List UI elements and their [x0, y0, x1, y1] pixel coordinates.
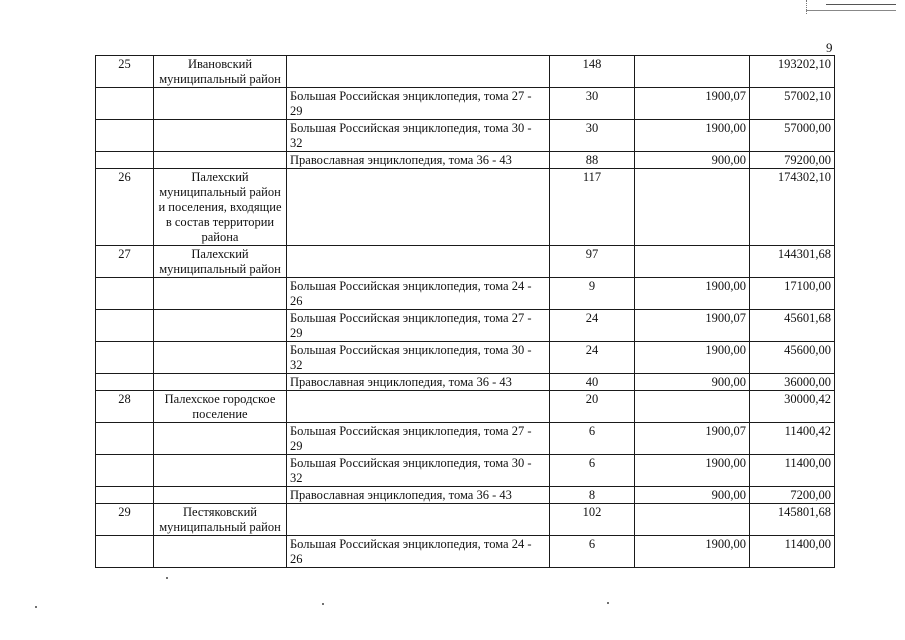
- edition-title-cell: Большая Российская энциклопедия, тома 27 - 29: [287, 310, 550, 342]
- unit-price-cell: [635, 169, 750, 246]
- quantity-cell: 97: [550, 246, 635, 278]
- row-number-cell: 27: [96, 246, 154, 278]
- unit-price-cell: 1900,00: [635, 278, 750, 310]
- scan-speck: [166, 577, 168, 579]
- page-number: 9: [826, 40, 833, 55]
- row-number-cell: 25: [96, 56, 154, 88]
- edition-title-cell: Большая Российская энциклопедия, тома 30 - 32: [287, 120, 550, 152]
- amount-cell: 17100,00: [750, 278, 835, 310]
- table-row: [96, 455, 835, 487]
- amount-cell: 193202,10: [750, 56, 835, 88]
- edition-title-cell: [287, 246, 550, 278]
- municipality-cell: [154, 88, 287, 120]
- row-number-cell: [96, 342, 154, 374]
- row-number-cell: [96, 374, 154, 391]
- municipality-cell: Палехский муниципальный район и поселения, входящие в состав территории района: [154, 169, 287, 246]
- edition-title-cell: Православная энциклопедия, тома 36 - 43: [287, 374, 550, 391]
- table-row: [96, 487, 835, 504]
- quantity-cell: 24: [550, 310, 635, 342]
- municipality-cell: Палехский муниципальный район: [154, 246, 287, 278]
- amount-cell: 11400,42: [750, 423, 835, 455]
- allocation-table: [95, 55, 835, 568]
- table-row: [96, 391, 835, 423]
- unit-price-cell: [635, 391, 750, 423]
- municipality-cell: [154, 120, 287, 152]
- table-row: [96, 342, 835, 374]
- unit-price-cell: 1900,00: [635, 536, 750, 568]
- amount-cell: 79200,00: [750, 152, 835, 169]
- row-number-cell: [96, 455, 154, 487]
- municipality-cell: Пестяковский муниципальный район: [154, 504, 287, 536]
- quantity-cell: 8: [550, 487, 635, 504]
- amount-cell: 11400,00: [750, 455, 835, 487]
- unit-price-cell: 1900,07: [635, 88, 750, 120]
- quantity-cell: 88: [550, 152, 635, 169]
- unit-price-cell: 1900,07: [635, 423, 750, 455]
- table-row: [96, 169, 835, 246]
- edition-title-cell: [287, 391, 550, 423]
- municipality-cell: [154, 455, 287, 487]
- edition-title-cell: Большая Российская энциклопедия, тома 30 - 32: [287, 342, 550, 374]
- quantity-cell: 9: [550, 278, 635, 310]
- amount-cell: 57000,00: [750, 120, 835, 152]
- scan-speck: [607, 602, 609, 604]
- edition-title-cell: Большая Российская энциклопедия, тома 27 - 29: [287, 423, 550, 455]
- scan-speck: [35, 606, 37, 608]
- table-row: [96, 120, 835, 152]
- quantity-cell: 102: [550, 504, 635, 536]
- table-row: [96, 423, 835, 455]
- quantity-cell: 20: [550, 391, 635, 423]
- row-number-cell: [96, 487, 154, 504]
- row-number-cell: [96, 120, 154, 152]
- edition-title-cell: [287, 169, 550, 246]
- scan-speck: [322, 603, 324, 605]
- municipality-cell: [154, 487, 287, 504]
- unit-price-cell: [635, 504, 750, 536]
- table-row: [96, 278, 835, 310]
- amount-cell: 145801,68: [750, 504, 835, 536]
- edition-title-cell: Большая Российская энциклопедия, тома 27 - 29: [287, 88, 550, 120]
- quantity-cell: 148: [550, 56, 635, 88]
- quantity-cell: 117: [550, 169, 635, 246]
- row-number-cell: [96, 278, 154, 310]
- municipality-cell: [154, 342, 287, 374]
- edition-title-cell: Православная энциклопедия, тома 36 - 43: [287, 487, 550, 504]
- row-number-cell: 26: [96, 169, 154, 246]
- municipality-cell: [154, 310, 287, 342]
- edition-title-cell: [287, 56, 550, 88]
- amount-cell: 57002,10: [750, 88, 835, 120]
- edition-title-cell: [287, 504, 550, 536]
- scan-artifact-line: [806, 10, 896, 11]
- edition-title-cell: Большая Российская энциклопедия, тома 24 - 26: [287, 278, 550, 310]
- edition-title-cell: Большая Российская энциклопедия, тома 24 - 26: [287, 536, 550, 568]
- table-row: [96, 56, 835, 88]
- quantity-cell: 40: [550, 374, 635, 391]
- table-row: [96, 536, 835, 568]
- municipality-cell: [154, 374, 287, 391]
- amount-cell: 11400,00: [750, 536, 835, 568]
- unit-price-cell: [635, 246, 750, 278]
- unit-price-cell: 1900,00: [635, 120, 750, 152]
- amount-cell: 45601,68: [750, 310, 835, 342]
- amount-cell: 30000,42: [750, 391, 835, 423]
- unit-price-cell: 900,00: [635, 152, 750, 169]
- municipality-cell: Ивановский муниципальный район: [154, 56, 287, 88]
- scan-artifact-mark: [806, 0, 808, 14]
- table-row: [96, 310, 835, 342]
- quantity-cell: 6: [550, 455, 635, 487]
- quantity-cell: 30: [550, 120, 635, 152]
- table-row: [96, 374, 835, 391]
- municipality-cell: [154, 536, 287, 568]
- table-row: [96, 152, 835, 169]
- unit-price-cell: 900,00: [635, 374, 750, 391]
- municipality-cell: [154, 423, 287, 455]
- row-number-cell: [96, 152, 154, 169]
- row-number-cell: 29: [96, 504, 154, 536]
- municipality-cell: Палехское городское поселение: [154, 391, 287, 423]
- quantity-cell: 6: [550, 423, 635, 455]
- municipality-cell: [154, 152, 287, 169]
- quantity-cell: 24: [550, 342, 635, 374]
- table-row: [96, 246, 835, 278]
- table-body: [96, 56, 835, 568]
- amount-cell: 174302,10: [750, 169, 835, 246]
- row-number-cell: [96, 310, 154, 342]
- row-number-cell: [96, 423, 154, 455]
- municipality-cell: [154, 278, 287, 310]
- scan-artifact-line: [826, 4, 896, 5]
- edition-title-cell: Православная энциклопедия, тома 36 - 43: [287, 152, 550, 169]
- amount-cell: 7200,00: [750, 487, 835, 504]
- amount-cell: 144301,68: [750, 246, 835, 278]
- amount-cell: 45600,00: [750, 342, 835, 374]
- unit-price-cell: 1900,00: [635, 342, 750, 374]
- edition-title-cell: Большая Российская энциклопедия, тома 30 - 32: [287, 455, 550, 487]
- unit-price-cell: [635, 56, 750, 88]
- table-row: [96, 504, 835, 536]
- amount-cell: 36000,00: [750, 374, 835, 391]
- unit-price-cell: 900,00: [635, 487, 750, 504]
- row-number-cell: [96, 88, 154, 120]
- row-number-cell: [96, 536, 154, 568]
- quantity-cell: 30: [550, 88, 635, 120]
- row-number-cell: 28: [96, 391, 154, 423]
- quantity-cell: 6: [550, 536, 635, 568]
- unit-price-cell: 1900,07: [635, 310, 750, 342]
- table-row: [96, 88, 835, 120]
- unit-price-cell: 1900,00: [635, 455, 750, 487]
